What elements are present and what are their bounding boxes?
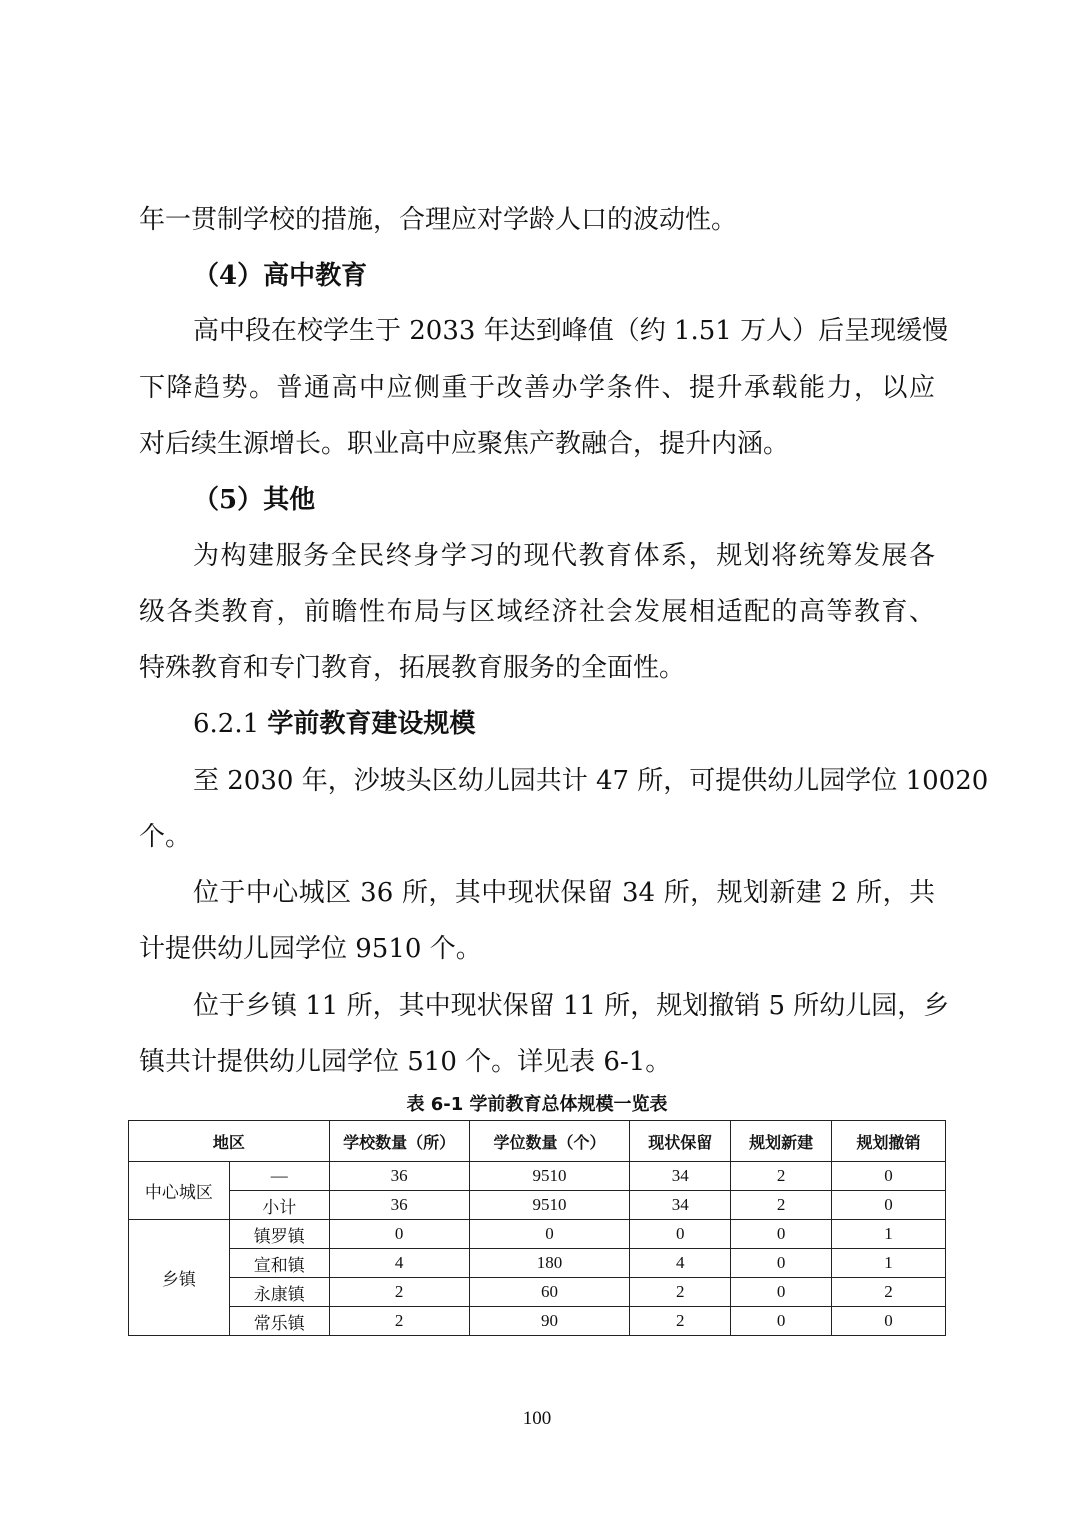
paragraph-line: 镇共计提供幼儿园学位 510 个。详见表 6-1。 [139,1047,672,1077]
section-title: 学前教育建设规模 [267,709,476,739]
heading-other: （5）其他 [193,485,316,515]
table-cell: 2 [832,1278,946,1307]
paragraph-line: 高中段在校学生于 2033 年达到峰值（约 1.51 万人）后呈现缓慢 [193,316,949,346]
table-header-row [129,1121,946,1162]
table-cell: 0 [731,1249,832,1278]
table-cell: 2 [731,1191,832,1220]
header-cell: 规划撤销 [832,1121,946,1162]
table-cell: 2 [630,1278,731,1307]
table-cell: 0 [469,1220,630,1249]
table-cell: 0 [731,1307,832,1336]
table-cell: 36 [329,1191,469,1220]
table-cell: 0 [832,1307,946,1336]
subregion-cell: 常乐镇 [229,1307,329,1336]
table-row [129,1278,946,1307]
paragraph-line: 计提供幼儿园学位 9510 个。 [139,934,482,964]
table-row [129,1162,946,1191]
table-cell: 2 [630,1307,731,1336]
table-cell: 60 [469,1278,630,1307]
scale-table [128,1120,946,1336]
paragraph-line: 个。 [139,822,192,852]
subregion-cell: 宣和镇 [229,1249,329,1278]
heading-high-school: （4）高中教育 [193,261,368,291]
table-cell: 180 [469,1249,630,1278]
table-cell: 0 [329,1220,469,1249]
table-cell: 0 [832,1162,946,1191]
table-cell: 0 [630,1220,731,1249]
table-row [129,1220,946,1249]
table-cell: 2 [731,1162,832,1191]
paragraph-line: 下降趋势。普通高中应侧重于改善办学条件、提升承载能力，以应 [139,373,935,403]
table-cell: 2 [329,1278,469,1307]
table-caption: 表 6-1 学前教育总体规模一览表 [406,1094,668,1115]
table-cell: 0 [731,1220,832,1249]
table-cell: 0 [731,1278,832,1307]
table-cell: 1 [832,1220,946,1249]
table-row [129,1249,946,1278]
table-cell: 4 [329,1249,469,1278]
table-row [129,1307,946,1336]
table-cell: 9510 [469,1162,630,1191]
table-row [129,1191,946,1220]
paragraph-line: 位于乡镇 11 所，其中现状保留 11 所，规划撤销 5 所幼儿园，乡 [193,991,950,1021]
table-cell: 36 [329,1162,469,1191]
header-cell: 现状保留 [630,1121,731,1162]
region-cell: 中心城区 [129,1162,230,1220]
paragraph-line: 年一贯制学校的措施，合理应对学龄人口的波动性。 [139,205,738,235]
paragraph-line: 对后续生源增长。职业高中应聚焦产教融合，提升内涵。 [139,429,790,459]
section-heading [193,708,475,740]
subregion-cell: 镇罗镇 [229,1220,329,1249]
paragraph-line: 为构建服务全民终身学习的现代教育体系，规划将统筹发展各 [193,541,935,571]
table-cell: 1 [832,1249,946,1278]
header-cell: 学校数量（所） [329,1121,469,1162]
table-cell: 34 [630,1191,731,1220]
paragraph-line: 特殊教育和专门教育，拓展教育服务的全面性。 [139,653,686,683]
table-cell: 9510 [469,1191,630,1220]
header-cell: 规划新建 [731,1121,832,1162]
header-cell: 学位数量（个） [469,1121,630,1162]
table-cell: 90 [469,1307,630,1336]
table-cell: 2 [329,1307,469,1336]
table-cell: 34 [630,1162,731,1191]
paragraph-line: 级各类教育，前瞻性布局与区域经济社会发展相适配的高等教育、 [139,597,935,627]
subregion-cell: — [229,1162,329,1191]
region-cell: 乡镇 [129,1220,230,1336]
paragraph-line: 至 2030 年，沙坡头区幼儿园共计 47 所，可提供幼儿园学位 10020 [193,766,989,796]
paragraph-line: 位于中心城区 36 所，其中现状保留 34 所，规划新建 2 所，共 [193,878,935,908]
section-number: 6.2.1 [193,709,268,739]
table-cell: 0 [832,1191,946,1220]
subregion-cell: 永康镇 [229,1278,329,1307]
table-cell: 4 [630,1249,731,1278]
header-cell: 地区 [129,1121,330,1162]
subregion-cell: 小计 [229,1191,329,1220]
page-number: 100 [522,1408,552,1429]
